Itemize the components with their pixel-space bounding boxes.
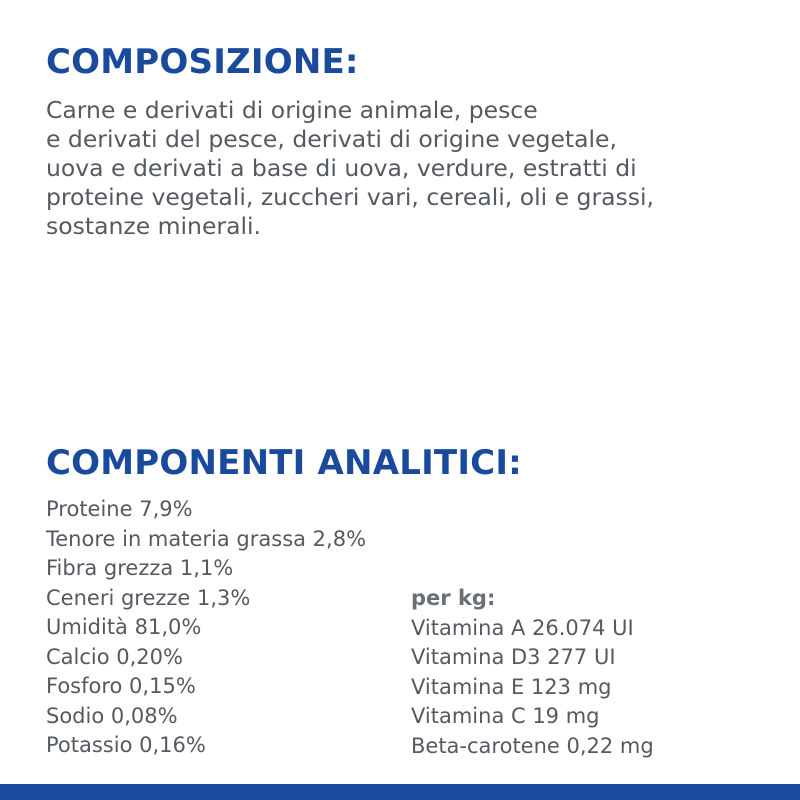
analytic-item: Tenore in materia grassa 2,8%	[46, 526, 367, 551]
analytic-item: Potassio 0,16%	[46, 733, 206, 757]
composition-line: proteine vegetali, zuccheri vari, cereali, oli e grassi,	[46, 183, 655, 211]
composition-line: e derivati del pesce, derivati di origine vegetale,	[46, 125, 617, 153]
vitamin-item: Vitamina E 123 mg	[411, 674, 612, 699]
footer-bar	[0, 784, 800, 800]
composition-heading: COMPOSIZIONE:	[46, 42, 359, 82]
analytic-item: Fibra grezza 1,1%	[46, 556, 234, 580]
analytic-item: Umidità 81,0%	[46, 615, 202, 639]
analytic-item: Sodio 0,08%	[46, 703, 178, 728]
vitamin-item: Vitamina D3 277 UI	[411, 645, 616, 669]
vitamin-item: Vitamina C 19 mg	[411, 704, 600, 728]
analytic-item: Proteine 7,9%	[46, 497, 193, 521]
vitamin-item: Vitamina A 26.074 UI	[411, 615, 634, 640]
vitamin-item: Beta-carotene 0,22 mg	[411, 733, 654, 758]
analytic-item: Ceneri grezze 1,3%	[46, 585, 251, 610]
per-kg-label: per kg:	[411, 586, 496, 610]
analytic-components-list	[46, 495, 366, 761]
composition-line: uova e derivati a base di uova, verdure, estratti di	[46, 154, 637, 182]
analytic-item: Calcio 0,20%	[46, 644, 183, 669]
composition-line: sostanze minerali.	[46, 212, 261, 240]
composition-line: Carne e derivati di origine animale, pesce	[46, 96, 538, 124]
analytics-heading: COMPONENTI ANALITICI:	[46, 443, 522, 483]
per-kg-list	[411, 584, 654, 761]
analytic-item: Fosforo 0,15%	[46, 674, 196, 698]
composition-text	[46, 96, 766, 241]
